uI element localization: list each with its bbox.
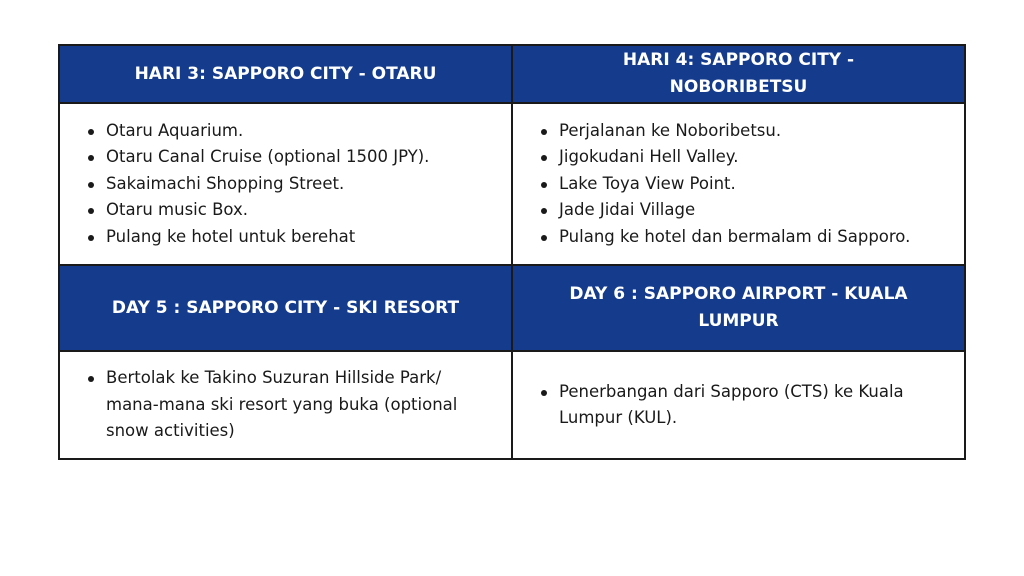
itinerary-table (58, 44, 966, 460)
header-row (59, 45, 965, 103)
list-item: Penerbangan dari Sapporo (CTS) ke Kuala Lumpur (KUL). (559, 379, 946, 432)
list-item: Otaru Canal Cruise (optional 1500 JPY). (106, 144, 493, 171)
activity-list (82, 365, 493, 445)
day-5-title: DAY 5 : SAPPORO CITY - SKI RESORT (59, 265, 512, 351)
list-item: Jigokudani Hell Valley. (559, 144, 946, 171)
day-5-activities (59, 351, 512, 459)
day-6-activities (512, 351, 965, 459)
list-item: Pulang ke hotel untuk berehat (106, 224, 493, 251)
activity-list (82, 118, 493, 251)
activity-list (535, 379, 946, 432)
day-4-activities (512, 103, 965, 265)
list-item: Pulang ke hotel dan bermalam di Sapporo. (559, 224, 946, 251)
list-item: Lake Toya View Point. (559, 171, 946, 198)
activity-list (535, 118, 946, 251)
list-item: Otaru music Box. (106, 197, 493, 224)
day-3-title: HARI 3: SAPPORO CITY - OTARU (59, 45, 512, 103)
activities-row (59, 103, 965, 265)
list-item: Perjalanan ke Noboribetsu. (559, 118, 946, 145)
list-item: Otaru Aquarium. (106, 118, 493, 145)
list-item: Jade Jidai Village (559, 197, 946, 224)
day-4-title: HARI 4: SAPPORO CITY - NOBORIBETSU (512, 45, 965, 103)
day-3-activities (59, 103, 512, 265)
day-6-title: DAY 6 : SAPPORO AIRPORT - KUALA LUMPUR (512, 265, 965, 351)
header-row (59, 265, 965, 351)
activities-row (59, 351, 965, 459)
list-item: Sakaimachi Shopping Street. (106, 171, 493, 198)
list-item: Bertolak ke Takino Suzuran Hillside Park/ mana-mana ski resort yang buka (optional snow activities) (106, 365, 493, 445)
